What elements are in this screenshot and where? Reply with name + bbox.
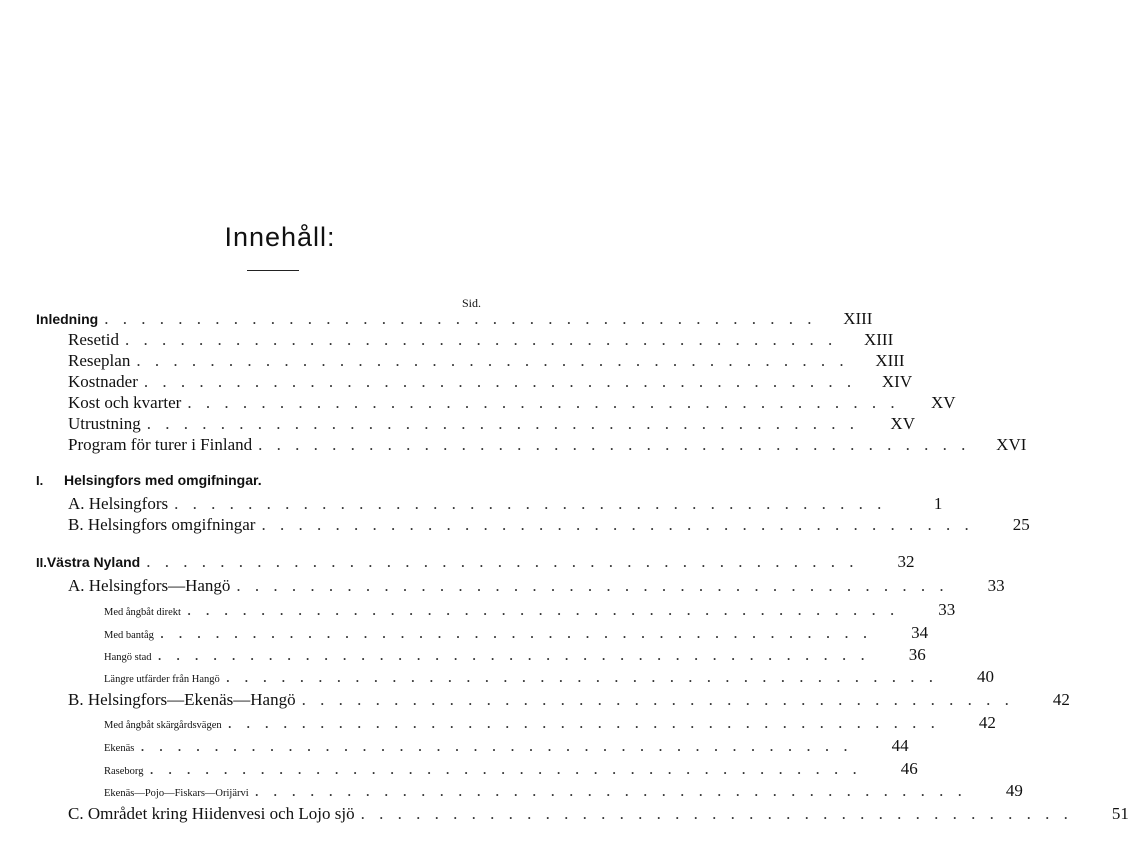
toc-entry bbox=[0, 309, 873, 331]
toc-page: 51 bbox=[1111, 804, 1129, 823]
toc-leader: . . . . . . . . . . . . . . . . . . . . . . . . . . . . . . . . . . . . . . . bbox=[146, 552, 859, 571]
toc-section-heading bbox=[0, 552, 915, 574]
toc-page: XV bbox=[890, 414, 915, 433]
toc-leader: . . . . . . . . . . . . . . . . . . . . . . . . . . . . . . . . . . . . . . . bbox=[140, 736, 853, 755]
toc-page: XV bbox=[931, 393, 956, 412]
toc-page: XIII bbox=[863, 330, 894, 349]
toc-page: 33 bbox=[938, 600, 956, 619]
toc-label: Reseplan bbox=[68, 351, 131, 370]
toc-leader: . . . . . . . . . . . . . . . . . . . . . . . . . . . . . . . . . . . . . . . bbox=[254, 781, 967, 800]
toc-leader: . . . . . . . . . . . . . . . . . . . . . . . . . . . . . . . . . . . . . . . bbox=[258, 435, 971, 454]
toc-label: Med bantåg bbox=[104, 630, 154, 641]
toc-leader: . . . . . . . . . . . . . . . . . . . . . . . . . . . . . . . . . . . . . . . bbox=[159, 623, 873, 642]
toc-entry bbox=[0, 713, 996, 735]
toc-entry bbox=[0, 600, 956, 622]
toc-page: 44 bbox=[891, 736, 909, 755]
toc-entry bbox=[0, 690, 1070, 712]
toc-label: Med ångbåt skärgårdsvägen bbox=[104, 720, 222, 731]
toc-label: C. Området kring Hiidenvesi och Lojo sjö bbox=[68, 804, 355, 823]
toc-entry bbox=[0, 645, 926, 667]
toc-label: A. Helsingfors—Hangö bbox=[68, 576, 231, 595]
toc-leader: . . . . . . . . . . . . . . . . . . . . . . . . . . . . . . . . . . . . . . . bbox=[143, 372, 857, 391]
toc-entry bbox=[0, 330, 894, 352]
toc-label: Hangö stad bbox=[104, 652, 152, 663]
title-rule bbox=[247, 270, 299, 271]
toc-page: 33 bbox=[987, 576, 1005, 595]
section-number: I. bbox=[36, 473, 44, 488]
toc-entry bbox=[0, 804, 1129, 826]
toc-label: B. Helsingfors omgifningar bbox=[68, 515, 256, 534]
toc-leader: . . . . . . . . . . . . . . . . . . . . . . . . . . . . . . . . . . . . . . . bbox=[301, 690, 1014, 709]
page-column-header: Sid. bbox=[462, 296, 482, 310]
toc-leader: . . . . . . . . . . . . . . . . . . . . . . . . . . . . . . . . . . . . . . . bbox=[227, 713, 940, 732]
toc-entry bbox=[0, 372, 913, 394]
toc-entry bbox=[0, 435, 1027, 457]
toc-page: 49 bbox=[1005, 781, 1023, 800]
toc-leader: . . . . . . . . . . . . . . . . . . . . . . . . . . . . . . . . . . . . . . . bbox=[187, 393, 900, 412]
toc-label: Ekenäs—Pojo—Fiskars—Orijärvi bbox=[104, 788, 249, 799]
toc-label: Kostnader bbox=[68, 372, 138, 391]
toc-page: 40 bbox=[976, 667, 994, 686]
toc-label: Längre utfärder från Hangö bbox=[104, 674, 220, 685]
toc-leader: . . . . . . . . . . . . . . . . . . . . . . . . . . . . . . . . . . . . . . . bbox=[261, 515, 974, 534]
toc-entry bbox=[0, 759, 918, 781]
section-number: II. bbox=[36, 555, 47, 570]
page-title: Innehåll: bbox=[224, 222, 336, 252]
toc-label: Med ångbåt direkt bbox=[104, 607, 181, 618]
toc-page: 36 bbox=[908, 645, 926, 664]
toc-page: XVI bbox=[996, 435, 1027, 454]
toc-entry bbox=[0, 393, 956, 415]
toc-label: Utrustning bbox=[68, 414, 141, 433]
toc-page: 42 bbox=[978, 713, 996, 732]
toc-page: 25 bbox=[1012, 515, 1030, 534]
toc-leader: . . . . . . . . . . . . . . . . . . . . . . . . . . . . . . . . . . . . . . . bbox=[146, 414, 859, 433]
toc-label: Helsingfors med omgifningar. bbox=[64, 472, 262, 488]
toc-label: Inledning bbox=[36, 311, 99, 327]
toc-page: 46 bbox=[900, 759, 918, 778]
toc-leader: . . . . . . . . . . . . . . . . . . . . . . . . . . . . . . . . . . . . . . . bbox=[125, 330, 838, 349]
toc-entry bbox=[0, 576, 1005, 598]
toc-leader: . . . . . . . . . . . . . . . . . . . . . . . . . . . . . . . . . . . . . . . bbox=[149, 759, 862, 778]
toc-leader: . . . . . . . . . . . . . . . . . . . . . . . . . . . . . . . . . . . . . . . bbox=[360, 804, 1073, 823]
toc-entry bbox=[0, 515, 1030, 537]
toc-leader: . . . . . . . . . . . . . . . . . . . . . . . . . . . . . . . . . . . . . . . bbox=[104, 309, 817, 328]
toc-label: B. Helsingfors—Ekenäs—Hangö bbox=[68, 690, 296, 709]
toc-page: 32 bbox=[897, 552, 915, 571]
toc-label: Ekenäs bbox=[104, 743, 135, 754]
toc-page: 1 bbox=[933, 494, 943, 513]
toc-entry bbox=[0, 736, 909, 758]
toc-leader: . . . . . . . . . . . . . . . . . . . . . . . . . . . . . . . . . . . . . . . bbox=[157, 645, 870, 664]
toc-page: XIV bbox=[881, 372, 913, 391]
toc-page: 34 bbox=[911, 623, 929, 642]
toc-entry bbox=[0, 494, 943, 516]
toc-leader: . . . . . . . . . . . . . . . . . . . . . . . . . . . . . . . . . . . . . . . bbox=[174, 494, 887, 513]
toc-leader: . . . . . . . . . . . . . . . . . . . . . . . . . . . . . . . . . . . . . . . bbox=[236, 576, 949, 595]
toc-entry bbox=[0, 667, 994, 689]
toc-entry bbox=[0, 351, 905, 373]
toc-entry bbox=[0, 623, 929, 645]
toc-entry bbox=[0, 781, 1023, 803]
toc-leader: . . . . . . . . . . . . . . . . . . . . . . . . . . . . . . . . . . . . . . . bbox=[136, 351, 849, 370]
toc-leader: . . . . . . . . . . . . . . . . . . . . . . . . . . . . . . . . . . . . . . . bbox=[225, 667, 938, 686]
toc-page: XIII bbox=[843, 309, 873, 328]
toc-label: Program för turer i Finland bbox=[68, 435, 253, 454]
toc-label: A. Helsingfors bbox=[68, 494, 169, 513]
toc-label: Resetid bbox=[68, 330, 119, 349]
toc-label: Raseborg bbox=[104, 766, 144, 777]
toc-entry bbox=[0, 414, 915, 436]
toc-page: 42 bbox=[1052, 690, 1070, 709]
toc-label: Kost och kvarter bbox=[68, 393, 182, 412]
toc-label: Västra Nyland bbox=[46, 554, 141, 570]
toc-page: XIII bbox=[875, 351, 905, 370]
toc-leader: . . . . . . . . . . . . . . . . . . . . . . . . . . . . . . . . . . . . . . . bbox=[186, 600, 900, 619]
toc-section-heading bbox=[0, 472, 560, 494]
